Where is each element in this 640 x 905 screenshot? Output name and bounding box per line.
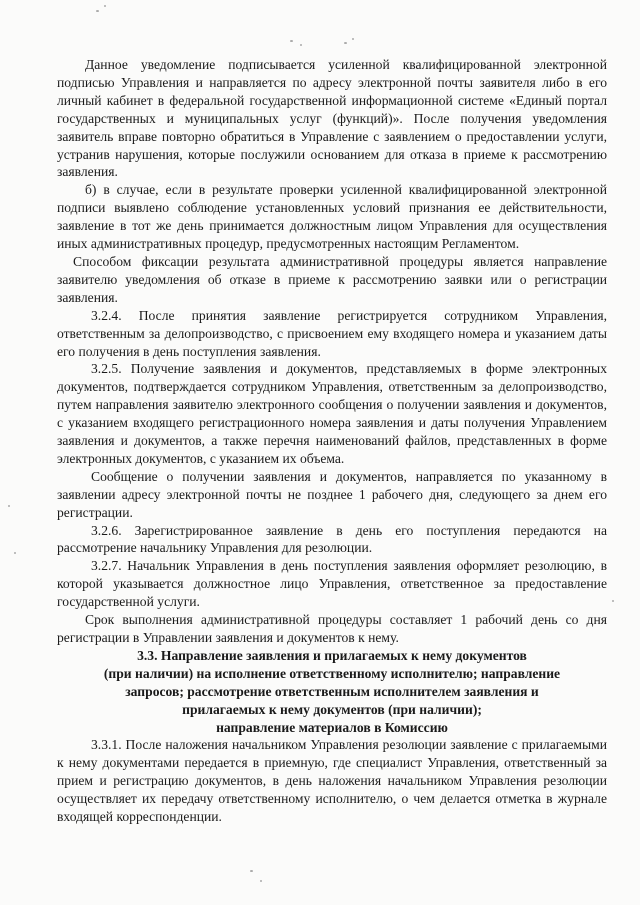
scan-speck [8,505,10,507]
section-heading-line: прилагаемых к нему документов (при наличии); [182,701,482,717]
scan-speck [14,552,16,554]
scan-speck [612,600,614,602]
scan-speck [290,40,293,42]
paragraph: 3.2.7. Начальник Управления в день поступления заявления оформляет резолюцию, в которой указывается должностное лицо Управления, ответственное за предоставление государственной услуги. [57,558,607,610]
paragraph: 3.2.5. Получение заявления и документов, представляемых в форме электронных документов, подтверждается сотрудником Управления, ответственным за делопроизводство, путем направления заявителю электронного сообщения о получении заявления и документов, с указанием входящего регистрационного номера заявления и даты получения Управлением заявления и документов, а также перечня наименований файлов, представленных в форме электронных документов, с указанием их объема. [57,361,607,466]
scan-speck [344,42,347,44]
paragraph: Срок выполнения административной процедуры составляет 1 рабочий день со дня регистрации в Управлении заявления и документов к нему. [57,612,607,645]
paragraph: Сообщение о получении заявления и документов, направляется по указанному в заявлении адресу электронной почты не позднее 1 рабочего дня, следующего за днем его регистрации. [57,468,607,520]
paragraph: 3.2.4. После принятия заявление регистрируется сотрудником Управления, ответственным за делопроизводство, с присвоением ему входящего номера и указанием даты его получения в день поступления заявления. [57,307,607,359]
scan-speck [96,10,99,12]
paragraph: Способом фиксации результата административной процедуры является направление заявителю уведомления об отказе в приеме к рассмотрению заявки или о регистрации заявления. [57,253,607,305]
document-body [57,56,607,826]
paragraph: Данное уведомление подписывается усиленной квалифицированной электронной подписью Управления и направляется по адресу электронной почты заявителя либо в его личный кабинет в федеральной государственной информационной системе «Единый портал государственных и муниципальных услуг (функций)». После получения уведомления заявитель вправе повторно обратиться в Управление с заявлением о предоставлении услуги, устранив нарушения, которые послужили основанием для отказа в приеме к рассмотрению заявления. [57,57,607,180]
scan-speck [300,44,302,46]
section-heading [57,647,607,737]
scan-speck [260,880,262,882]
paragraph: 3.3.1. После наложения начальником Управления резолюции заявление с прилагаемыми к нему документами передается в приемную, где специалист Управления, ответственный за прием и регистрацию документов, в день наложения начальником Управления резолюции осуществляет их передачу ответственному исполнителю, о чем делается отметка в журнале входящей корреспонденции. [57,737,607,825]
section-heading-line: запросов; рассмотрение ответственным исполнителем заявления и [125,683,539,699]
scan-speck [104,5,106,7]
section-heading-line: (при наличии) на исполнение ответственному исполнителю; направление [103,665,561,681]
scan-speck [250,870,253,872]
paragraph: 3.2.6. Зарегистрированное заявление в день его поступления передаются на рассмотрение начальнику Управления для резолюции. [57,522,607,556]
section-heading-line: направление материалов в Комиссию [216,719,448,735]
section-heading-line: 3.3. Направление заявления и прилагаемых к нему документов [137,647,527,663]
paragraph: б) в случае, если в результате проверки усиленной квалифицированной электронной подписи выявлено соблюдение установленных условий признания ее действительности, заявление в тот же день принимается должностным лицом Управления для осуществления иных административных процедур, предусмотренных настоящим Регламентом. [57,182,607,252]
scan-speck [352,38,354,40]
